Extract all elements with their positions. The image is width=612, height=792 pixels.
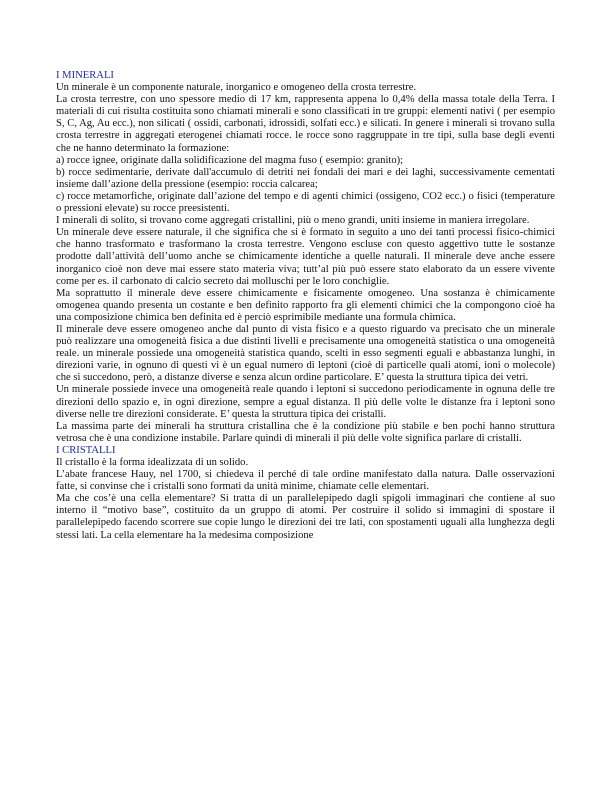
paragraph: Un minerale deve essere naturale, il che significa che si è formato in seguito a uno dei tanti processi fisico-chimici che hanno trasformato e trasformano la crosta terrestre. Vengono escluse con questo aggettivo tutte le sostanze prodotte dall’attività dell’uomo anche se chimicamente identiche a quelle naturali. Il minerale deve anche essere inorganico cioè non deve mai essere stato materia viva; tutt’al più può essere stato elaborato da un essere vivente come per es. il carbonato di calcio secreto dai molluschi per le loro conchiglie. bbox=[56, 227, 555, 287]
section-heading-minerali: I MINERALI bbox=[56, 70, 114, 81]
paragraph: I minerali di solito, si trovano come aggregati cristallini, più o meno grandi, uniti insieme in maniera irregolare. bbox=[56, 215, 530, 227]
paragraph: Un minerale è un componente naturale, inorganico e omogeneo della crosta terrestre. bbox=[56, 82, 417, 94]
paragraph: Un minerale possiede invece una omogeneità reale quando i leptoni si succedono periodicamente in ognuna delle tre direzioni dello spazio e, in ogni direzione, sempre a egual distanza. Il più delle volte le distanze fra i leptoni sono diverse nelle tre direzioni considerate. E’ questa la struttura tipica dei cristalli. bbox=[56, 384, 555, 420]
list-item-rocce-sedimentarie: b) rocce sedimentarie, derivate dall'accumulo di detriti nei fondali dei mari e dei laghi, successivamente cementati insieme dall’azione della pressione (esempio: roccia calcarea; bbox=[56, 166, 555, 190]
paragraph: La crosta terrestre, con uno spessore medio di 17 km, rappresenta appena lo 0,4% della massa totale della Terra. I materiali di cui risulta costituita sono chiamati minerali e sono classificati in tre gruppi: elementi nativi ( per esempio S, C, Ag, Au ecc.), non silicati ( ossidi, carbonati, idrossidi, solfati ecc.) e silicati. In genere i minerali si trovano sulla crosta terrestre in aggregati eterogenei chiamati rocce. le rocce sono raggruppate in tre tipi, sulla base degli eventi che ne hanno determinato la formazione: bbox=[56, 94, 555, 154]
paragraph: L’abate francese Hauy, nel 1700, si chiedeva il perché di tale ordine manifestato dalla natura. Dalle osservazioni fatte, si convinse che i cristalli sono formati da unità minime, chiamate celle elementari. bbox=[56, 469, 555, 493]
paragraph: La massima parte dei minerali ha struttura cristallina che è la condizione più stabile e ben pochi hanno struttura vetrosa che è una condizione instabile. Parlare quindi di minerali il più delle volte significa parlare di cristalli. bbox=[56, 420, 555, 444]
paragraph: Il cristallo è la forma idealizzata di un solido. bbox=[56, 457, 249, 468]
section-heading-cristalli: I CRISTALLI bbox=[56, 444, 116, 456]
list-item-rocce-metamorfiche: c) rocce metamorfiche, originate dall’azione del tempo e di agenti chimici (ossigeno, CO2 ecc.) o fisici (temperature o pressioni elevate) su rocce preesistenti. bbox=[56, 190, 555, 215]
paragraph: Il minerale deve essere omogeneo anche dal punto di vista fisico e a questo riguardo va precisato che un minerale può realizzare una omogeneità fisica a due distinti livelli e precisamente una omogeneità statistica o una omogeneità reale. un minerale possiede una omogeneità statistica quando, scelti in esso segmenti eguali e abbastanza lunghi, in direzioni varie, in ognuno di questi vi è un egual numero di leptoni (cioè di particelle quali atomi, ioni o molecole) che si succedono, però, a distanze diverse e senza alcun ordine particolare. E’ questa la struttura tipica dei vetri. bbox=[56, 323, 555, 384]
section-cristalli bbox=[56, 445, 555, 542]
list-item-rocce-ignee: a) rocce ignee, originate dalla solidificazione del magma fuso ( esempio: granito); bbox=[56, 154, 404, 166]
document-page bbox=[56, 70, 555, 542]
section-minerali bbox=[56, 70, 555, 445]
paragraph: Ma che cos’è una cella elementare? Si tratta di un parallelepipedo dagli spigoli immaginari che contiene al suo interno il “motivo base”, costituito da un gruppo di atomi. Per costruire il solido si immagini di spostare il parallelepipedo facendo scorrere sue copie lungo le direzioni dei tre lati, con spostamenti uguali alla lunghezza degli stessi lati. La cella elementare ha la medesima composizione bbox=[56, 493, 555, 541]
paragraph: Ma soprattutto il minerale deve essere chimicamente e fisicamente omogeneo. Una sostanza è chimicamente omogenea quando presenta un costante e ben definito rapporto fra gli elementi chimici che la compongono cioè ha una composizione chimica ben definita ed è perciò esprimibile mediante una formula chimica. bbox=[56, 287, 555, 323]
